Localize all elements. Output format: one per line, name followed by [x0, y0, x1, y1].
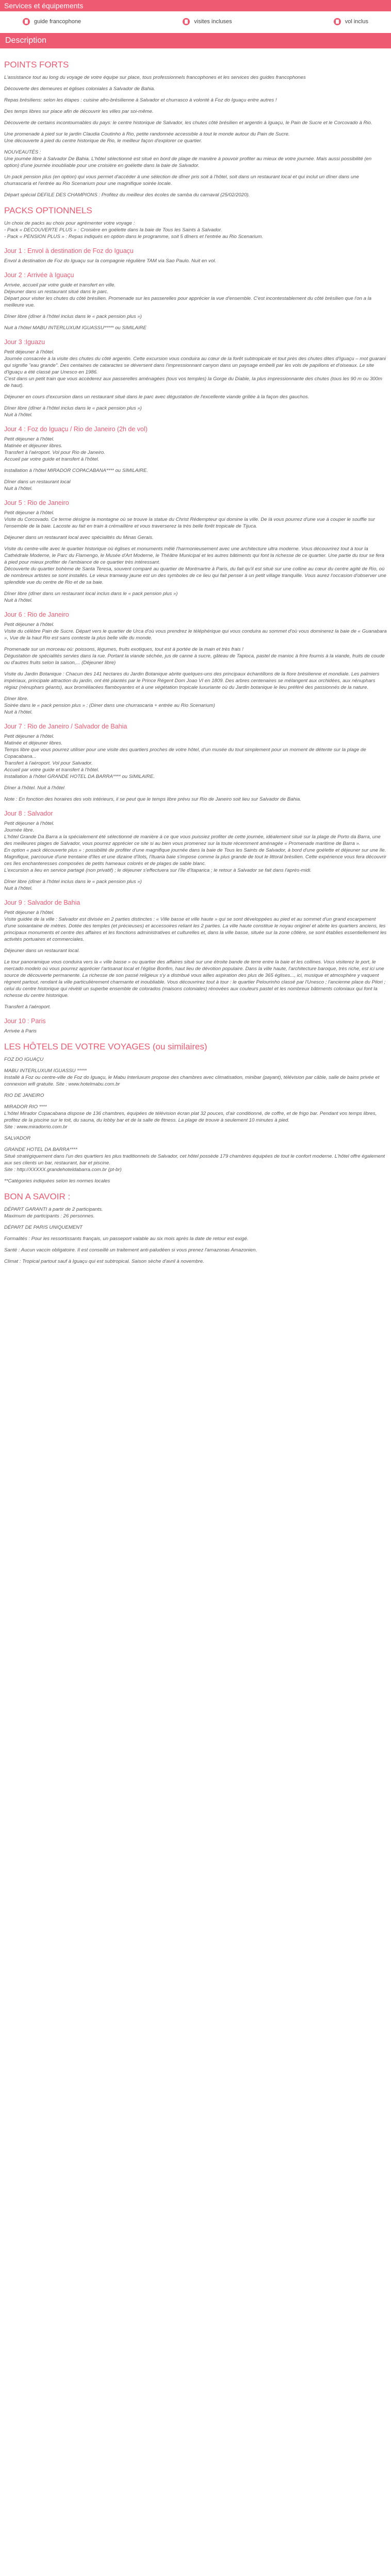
day-section-title: Jour 9 : Salvador de Bahia [4, 899, 80, 906]
paragraph: Dîner libre (dîner à l'hôtel inclus dans le « pack pension plus ») [4, 314, 142, 319]
paragraph: MABU INTERLUXUM IGUASSU ***** Installé à Foz ou centre-ville de Foz do Iguaçu, le Mabu Interluxum propose des chambres avec climatisation, minibar (payant), télévision par câble, salle de bains privée et connexion wifi gratuite. Site : www.hotelmabu.com.br [4, 1068, 380, 1087]
guide-icon [23, 18, 30, 25]
service-label: visites incluses [194, 19, 232, 25]
paragraph: Petit déjeuner à l'hôtel. Matinée et déjeuner libres. Temps libre que vous pourrez utiliser pour une visite des quartiers proches de votre hôtel, d'un musée du tout simplement pour un moment de détente sur la plage de Copacabana... Transfert à l'aéroport. Vol pour Salvador. Accueil par votre guide et transfert à l'hôtel. Installation à l'hôtel GRANDE HOTEL DA BARRA**** ou SIMILAIRE. [4, 734, 366, 779]
paragraph: Déjeuner dans un restaurant local. [4, 948, 80, 954]
day-section [4, 247, 387, 264]
paragraph: Visite du Jardin Botanique : Chacun des 141 hectares du Jardin Botanique abrite quelques-uns des principaux échantillons de la flore brésilienne et mondiale. Les palmiers impériaux, principale attraction du jardin, ont été plantés par le Prince Régent Dom Joao VI en 1809. Des arbres centenaires se mélangent aux orchidées, aux nénuphars régiaz (nénuphars géants), aux broméliacées flamboyantes et à une végétation tropicale luxuriante où du Jardin botanique le lieu préféré des passionnés de la nature. [4, 671, 380, 690]
day-section [4, 499, 387, 604]
paragraph: Dîner à l'hôtel. Nuit à l'hôtel [4, 785, 64, 791]
paragraph: DÉPART GARANTI à partir de 2 participants. Maximum de participants : 26 personnes. [4, 1207, 103, 1219]
day-section [4, 810, 387, 892]
service-label: vol inclus [345, 19, 368, 25]
paragraph: Arrivée à Paris [4, 1028, 37, 1034]
paragraph: Dîner libre (dîner à l'hôtel inclus dans le « pack pension plus ») Nuit à l'hôtel. [4, 879, 142, 891]
paragraph: Envol à destination de Foz do Iguaçu sur la compagnie régulière TAM via Sao Paulo. Nuit en vol. [4, 258, 216, 264]
paragraph: Des temps libres sur place afin de découvrir les villes par soi-même. [4, 109, 154, 114]
paragraph: Petit déjeuner à l'hôtel. Journée libre. L'hôtel Grande Da Barra a la spécialement été sélectionné de manière à ce que vous puissiez profiter de cette journée, idéalement situé sur la plage de Porto da Barra, une des meilleures plages de Salvador, vous pourrez apprécier ce site si au bien vous promenez sur la toute récemment aménagée « Promenade maritime de Barra ». En option « pack découverte plus » : possibilité de profiter d'une magnifique journée dans la baie de Tous les Saints de Salvador, à bord d'une goélette et déjeuner sur une île. Magnifique, parcourue d'une trentaine d'îles et une dizaine d'îlots, l'Ituaria baie s'impose comme la plus grande de tout le littoral brésilien. Cette expérience vous fera découvrir ces îles enchanteresses composées de petits hameaux colorés et de plages de sable blanc. L'excursion a lieu en service partagé (non privatif) ; le déjeuner s'effectuera sur l'île d'Itaparica ; le retour à Salvador se fait dans l'après-midi. [4, 821, 386, 873]
paragraph: Petit déjeuner à l'hôtel. Visite du Corcovado. Ce terme désigne la montagne où se trouve la statue du Christ Rédempteur qui domine la ville. De là vous pourrez d'une vue à couper le souffle sur l'ensemble de la baie. Lacoste au fait en train à crémaillère et vous traverserez la très belle forêt tropicale de Tijuca. [4, 510, 375, 529]
bon-a-savoir-section [4, 1192, 387, 1265]
hotels-section [4, 1042, 387, 1184]
paragraph: Formalités : Pour les ressortissants français, un passeport valable au six mois après la date de retour est exigé. [4, 1236, 249, 1242]
day-section [4, 611, 387, 716]
service-visits [183, 18, 232, 25]
paragraph: FOZ DO IGUAÇU [4, 1057, 44, 1062]
paragraph: Installation à l'hôtel MIRADOR COPACABANA**** ou SIMILAIRE. [4, 468, 148, 473]
service-label: guide francophone [34, 19, 82, 25]
paragraph: Nuit à l'hôtel MABU INTERLUXUM IGUASSU***** ou SIMILAIRE [4, 325, 146, 331]
paragraph: Petit déjeuner à l'hôtel. Matinée et déjeuner libres. Transfert à l'aéroport. Vol pour Rio de Janeiro. Accueil par votre guide et transfert à l'hôtel. [4, 436, 105, 462]
day-section [4, 338, 387, 418]
paragraph: Dîner dans un restaurant local Nuit à l'hôtel. [4, 479, 71, 492]
day-section-title: Jour 10 : Paris [4, 1018, 46, 1025]
paragraph: Dîner libre (dîner dans un restaurant local inclus dans le « pack pension plus ») Nuit à l'hôtel. [4, 591, 178, 603]
paragraph: Un choix de packs au choix pour agrémenter votre voyage : - Pack « DECOUVERTE PLUS » : Croisière en goélette dans la baie de Tous les Saints à Salvador. - Pack « PENSION PLUS » : Repas indiqués en option dans le programme, soit 5 dîners et l'entrée au Rio Scenarium. [4, 221, 264, 240]
day-section [4, 1018, 387, 1035]
paragraph: Climat : Tropical partout sauf à Iguaçu qui est subtropical. Saison sèche d'avril à novembre. [4, 1259, 204, 1264]
paragraph: Petit déjeuner à l'hôtel. Visite du célèbre Pain de Sucre. Départ vers le quartier de Urca d'où vous prendrez le téléphérique qui vous conduira au sommet d'où vous dominerez la baie de « Guanabara », Vue de la haut Rio est sans conteste la plus belle ville du monde. [4, 622, 387, 641]
day-section-title: Jour 2 : Arrivée à Iguaçu [4, 272, 74, 279]
hotels-section-title: LES HÔTELS DE VOTRE VOYAGES (ou similaires) [4, 1042, 207, 1052]
bon-a-savoir-section-title: BON A SAVOIR : [4, 1192, 71, 1201]
paragraph: Visite du centre-ville avec le quartier historique où églises et monuments mêlé l'harmonieusement avec une architecture ultra moderne. Vous découvrirez tout à tour la Cathédrale Moderne, le Parc du Flamengo, le Musée d'Art Moderne, le Théâtre Municipal et les autres bâtiments qui font la richesse de ce quartier. Une partie du tour se fera à pied pour mieux profiter de l'ambiance de ce quartier très intéressant. Découverte du quartier bohème de Santa Teresa, souvent comparé au quartier de Montmartre à Paris, du fait qu'il est situé sur une colline au cœur du centre agité de Rio, où de nombreux artistes se sont installés. Le vieux tramway jaune est un des symboles de ce lieu qui fait penser à un petit village tranquille. Vous aurez l'occasion d'observer une splendide vue du centre de Rio et de sa baie. [4, 546, 386, 585]
paragraph: RIO DE JANEIRO [4, 1093, 44, 1098]
paragraph: Promenade sur un morceau où: poissons, légumes, fruits exotiques, tout est à portée de la main et très frais ! Dégustation de spécialités servies dans la rue. Portant la viande séchée, jus de canne à sucre, gâteau de Tapioca, pastel de manioc à frire fournis à la viande, fruits de coude ou d'autres fruits selon la saison,... (Déjeuner libre) [4, 647, 385, 666]
day-section-title: Jour 4 : Foz do Iguaçu / Rio de Janeiro (2h de vol) [4, 426, 148, 433]
paragraph: **Catégories indiquées selon les normes locales [4, 1178, 110, 1184]
paragraph: L'assistance tout au long du voyage de votre équipe sur place, tous professionnels francophones et les services des guides francophones [4, 75, 306, 80]
service-guide [23, 18, 81, 25]
paragraph: Note : En fonction des horaires des vols intérieurs, il se peut que le temps libre prévu sur Rio de Janeiro soit lieu sur Salvador de Bahia. [4, 796, 301, 802]
day-section-title: Jour 8 : Salvador [4, 810, 53, 817]
day-section [4, 272, 387, 331]
day-section [4, 426, 387, 492]
paragraph: Départ spécial DEFILE DES CHAMPIONS : Profitez du meilleur des écoles de samba du carnaval (25/02/2020). [4, 192, 250, 198]
points-forts-section [4, 60, 387, 198]
paragraph: Découverte de certains incontournables du pays: le centre historique de Salvador, les chutes côté brésilien et argentin à Iguaçu, le Pain de Sucre et le Corcovado à Rio. [4, 120, 372, 126]
paragraph: Une promenade à pied sur le jardin Claudia Coutinho à Rio, petite randonnée accessible à tout le monde autour du Pain de Sucre. Une découverte à pied du centre historique de Rio, le meilleur façon d'explorer ce quartier. [4, 131, 290, 144]
description-header [0, 33, 391, 48]
paragraph: GRANDE HOTEL DA BARRA**** Situé stratégiquement dans l'un des quartiers les plus traditionnels de Salvador, cet hôtel possède 179 chambres équipées de tout le confort moderne. L'hôtel offre également aux ses clients un bar, restaurant, bar et piscine. Site : http://XXXXX.grandehoteldabarra.com.br (pt-br) [4, 1147, 385, 1173]
paragraph: Petit déjeuner à l'hôtel. Journée consacrée à la visite des chutes du côté argentin. Cette excursion vous conduira au cœur de la forêt subtropicale et tout près des chutes dites d'Iguaçu – mot guarani qui signifie "eau grande". Des centaines de cataractes se déversent dans l'impressionnant canyon dans un paysage embelli par les vols de papillons et d'oiseaux. Le site d'Iguaçu a été classé par Unesco en 1986. C'est dans un petit train que vous accèderez aux passerelles aménagées (tous vos temples) la Gorge du Diable, la plus impressionnante des chutes (tous les 90 m ou 300m de haut). [4, 349, 386, 388]
paragraph: SALVADOR [4, 1136, 31, 1141]
paragraph: Dîner libre (dîner à l'hôtel inclus dans le « pack pension plus ») Nuit à l'hôtel. [4, 405, 142, 418]
points-forts-section-title: POINTS FORTS [4, 60, 69, 70]
paragraph: Découverte des demeures et églises coloniales à Salvador de Bahia. [4, 86, 155, 92]
day-section-title: Jour 1 : Envol à destination de Foz do Iguaçu [4, 247, 134, 255]
services-title: Services et équipements [4, 2, 84, 10]
day-section-title: Jour 3 :Iguazu [4, 338, 45, 346]
paragraph: Déjeuner en cours d'excursion dans un restaurant situé dans le parc avec dégustation de l'excellente viande grillée à la façon des gauchos. [4, 394, 309, 400]
day-section-title: Jour 6 : Rio de Janeiro [4, 611, 69, 618]
services-row [0, 11, 391, 32]
paragraph: Un pack pension plus (en option) qui vous permet d'accéder à une sélection de dîner pris soit à l'hôtel, soit dans un restaurant local et qui inclut un dîner dans une churrascaria et l'entrée au Rio Scenarium pour une magnifique soirée locale. [4, 174, 359, 187]
day-section-title: Jour 5 : Rio de Janeiro [4, 499, 69, 506]
day-section [4, 723, 387, 803]
packs-section [4, 206, 387, 240]
day-section [4, 899, 387, 1010]
paragraph: Petit déjeuner à l'hôtel. Visite guidée de la ville : Salvador est divisée en 2 parties distinctes : « Ville basse et ville haute » qui se sont développées au pied et au sommet d'un grand escarpement d'une soixantaine de mètres. Dotée des temples (et précieuses) et accessoires reliant les 2 parties. La ville haute constitue le noyau originel et abrite les quartiers anciens, les principaux monuments et centre des affaires et les fonctions administratives et culturelles et, dans la ville basse, située sur la zone côtière, se sont établies essentiellement les activités portuaires et commerciales. [4, 910, 387, 942]
packs-section-title: PACKS OPTIONNELS [4, 206, 92, 215]
paragraph: DÉPART DE PARIS UNIQUEMENT [4, 1225, 83, 1230]
paragraph: Repas brésiliens: selon les étapes : cuisine afro-brésilienne à Salvador et churrasco à volonté à Foz do Iguaçu entre autres ! [4, 97, 277, 103]
paragraph: Le tour panoramique vous conduira vers la « ville basse » ou quartier des affaires situé sur une étroite bande de terre entre la baie et les collines. Vous visiterez le port, le mercado modelo où vous pourrez apprécier l'artisanat local et l'église Bonfim, haut lieu de dévotion populaire. Dans la ville haute, l'architecture baroque, très riche, est ici une source de découverte permanente. La richesse de son passé religieux s'y a distribué vous ailles aspiration des plus de 365 églises..., ici, musique et atmosphère y vaquent règnent partout, rendant la ville particulièrement charmante et inoubliable. Vous découvrirez tout à tour : le quartier Pelourinho classé par l'Unesco ; l'ancienne place du Pilori ; celui du centre historique qui révèlé un superbe ensemble de colorados (maisons coloniales) rénovées aux couleurs pastel et les nombreux bâtiments coloniaux qui font la richesse du centre historique. [4, 959, 386, 998]
description-content [0, 48, 391, 1280]
flight-icon [334, 18, 341, 25]
paragraph: MIRADOR RIO **** L'hôtel Mirador Copacabana dispose de 136 chambres, équipées de télévision écran plat 32 pouces, d'air conditionné, de coffre, et de frigo bar. Pendant vos temps libres, profitez de la piscine sur le toit, du sauna, du lobby bar et de la salle de fitness. La plage de trouve à seulement 10 minutes à pied. Site : www.miradorrio.com.br [4, 1104, 377, 1130]
paragraph: Arrivée, accueil par votre guide et transfert en ville. Déjeuner dans un restaurant situé dans le parc. Départ pour visiter les chutes du côté brésilien. Promenade sur les passerelles pour apprécier la vue d'ensemble. C'est incontestablement du côté brésilien que l'on a la meilleure vue. [4, 282, 372, 308]
paragraph: Dîner libre. Soirée dans le « pack pension plus » : (Diner dans une churrascaria + entrée au Rio Scenarium) Nuit à l'hôtel. [4, 696, 215, 715]
services-header [0, 0, 391, 11]
service-flight [334, 18, 368, 25]
description-title: Description [5, 36, 47, 45]
visits-icon [183, 18, 190, 25]
paragraph: Déjeuner dans un restaurant local avec spécialités du Minas Gerais. [4, 535, 154, 540]
day-section-title: Jour 7 : Rio de Janeiro / Salvador de Bahia [4, 723, 127, 730]
paragraph: Santé : Aucun vaccin obligatoire. Il est conseillé un traitement anti-paludéen si vous prenez l'amazonas Amazonien. [4, 1247, 257, 1253]
paragraph: NOUVEAUTÉS : Une journée libre à Salvador De Bahia. L'hôtel sélectionné est situé en bord de plage de manière à pouvoir profiter au mieux de votre journée. Mais aussi possibilité (en option) d'une journée inoubliable pour une croisière en goélette dans la baie de Salvador. [4, 149, 372, 168]
paragraph: Transfert à l'aéroport. [4, 1004, 51, 1010]
